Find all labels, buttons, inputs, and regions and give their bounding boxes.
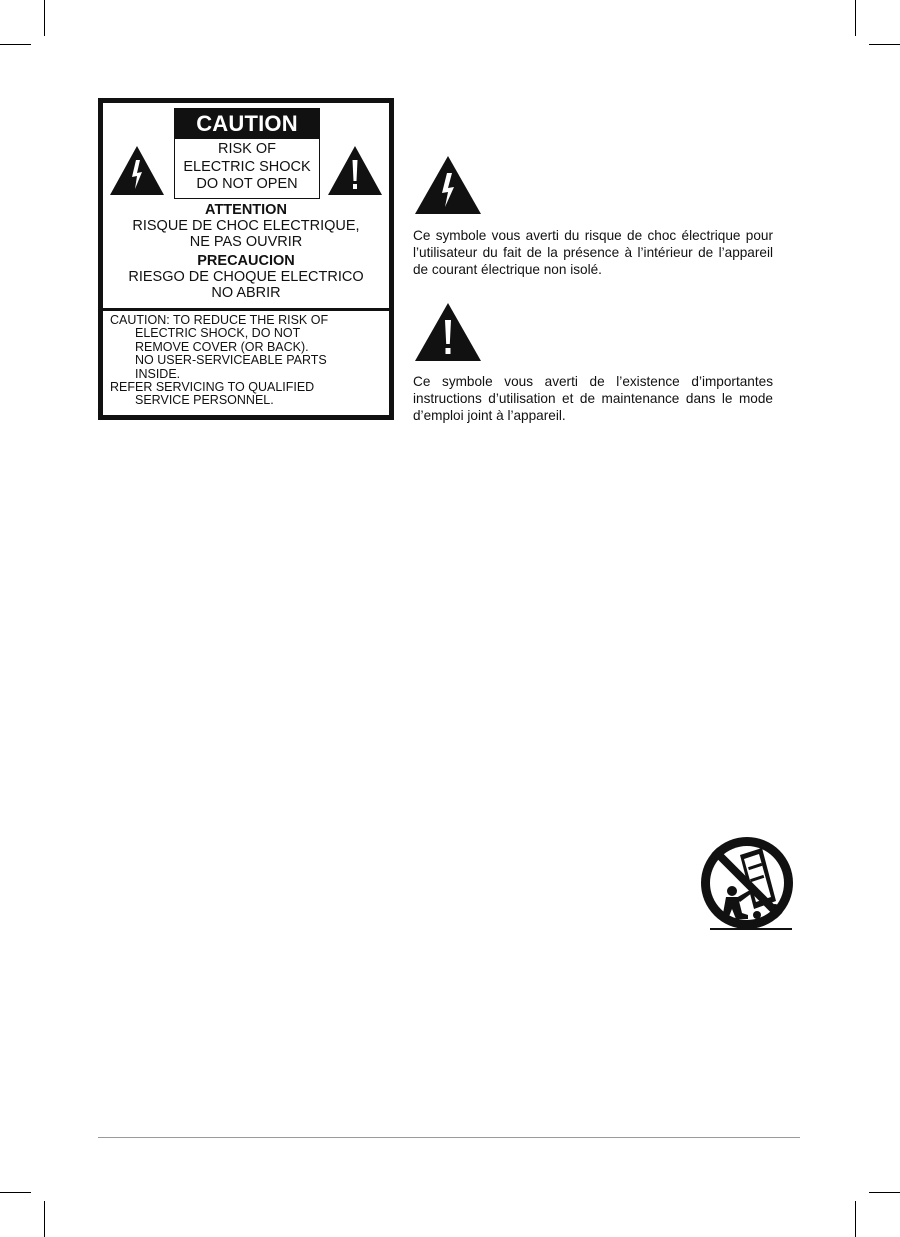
footer-rule <box>98 1137 800 1138</box>
french-title: ATTENTION <box>205 202 287 218</box>
no-cart-tipover-icon <box>696 835 798 935</box>
warning-line: REMOVE COVER (OR BACK). <box>135 339 309 354</box>
french-warning <box>103 202 389 250</box>
warning-line: CAUTION: TO REDUCE THE RISK OF <box>110 313 329 327</box>
spanish-warning <box>103 253 389 301</box>
caution-banner-text <box>175 139 319 194</box>
lightning-symbol-description: Ce symbole vous averti du risque de choc électrique pour l’utilisateur du fait de la présence à l’intérieur de l’appareil de courant électrique non isolé. <box>413 228 773 277</box>
warning-line: ELECTRIC SHOCK, DO NOT <box>135 326 301 341</box>
crop-mark <box>44 0 45 36</box>
lightning-warning-icon <box>109 145 165 196</box>
spanish-title: PRECAUCION <box>197 253 295 269</box>
banner-line: DO NOT OPEN <box>196 176 298 192</box>
crop-mark <box>869 1192 900 1193</box>
banner-line: ELECTRIC SHOCK <box>183 158 311 175</box>
spanish-line: RIESGO DE CHOQUE ELECTRICO <box>128 269 364 285</box>
caution-banner-title: CAUTION <box>175 109 319 139</box>
caution-warning-text <box>110 314 386 408</box>
exclamation-warning-icon <box>414 302 482 362</box>
crop-mark <box>855 1201 856 1237</box>
warning-line: REFER SERVICING TO QUALIFIED <box>110 380 315 395</box>
caution-divider <box>103 308 389 311</box>
lightning-warning-icon <box>414 155 482 215</box>
warning-line: INSIDE. <box>135 366 181 381</box>
caution-label <box>98 98 394 420</box>
french-line: NE PAS OUVRIR <box>189 234 303 250</box>
crop-mark <box>0 1192 31 1193</box>
warning-line: SERVICE PERSONNEL. <box>135 393 274 408</box>
banner-line: RISK OF <box>217 141 276 157</box>
caution-label-top <box>103 103 389 308</box>
spanish-line: NO ABRIR <box>211 285 281 301</box>
warning-line: NO USER-SERVICEABLE PARTS <box>135 353 327 368</box>
crop-mark <box>0 44 31 45</box>
crop-mark <box>44 1201 45 1237</box>
exclamation-warning-icon <box>327 145 383 196</box>
french-line: RISQUE DE CHOC ELECTRIQUE, <box>132 218 360 234</box>
exclamation-symbol-description: Ce symbole vous averti de l’existence d’importantes instructions d’utilisation et de maintenance dans le mode d’emploi joint à l’appareil. <box>413 374 773 423</box>
caution-banner <box>174 108 320 199</box>
crop-mark <box>855 0 856 36</box>
crop-mark <box>869 44 900 45</box>
